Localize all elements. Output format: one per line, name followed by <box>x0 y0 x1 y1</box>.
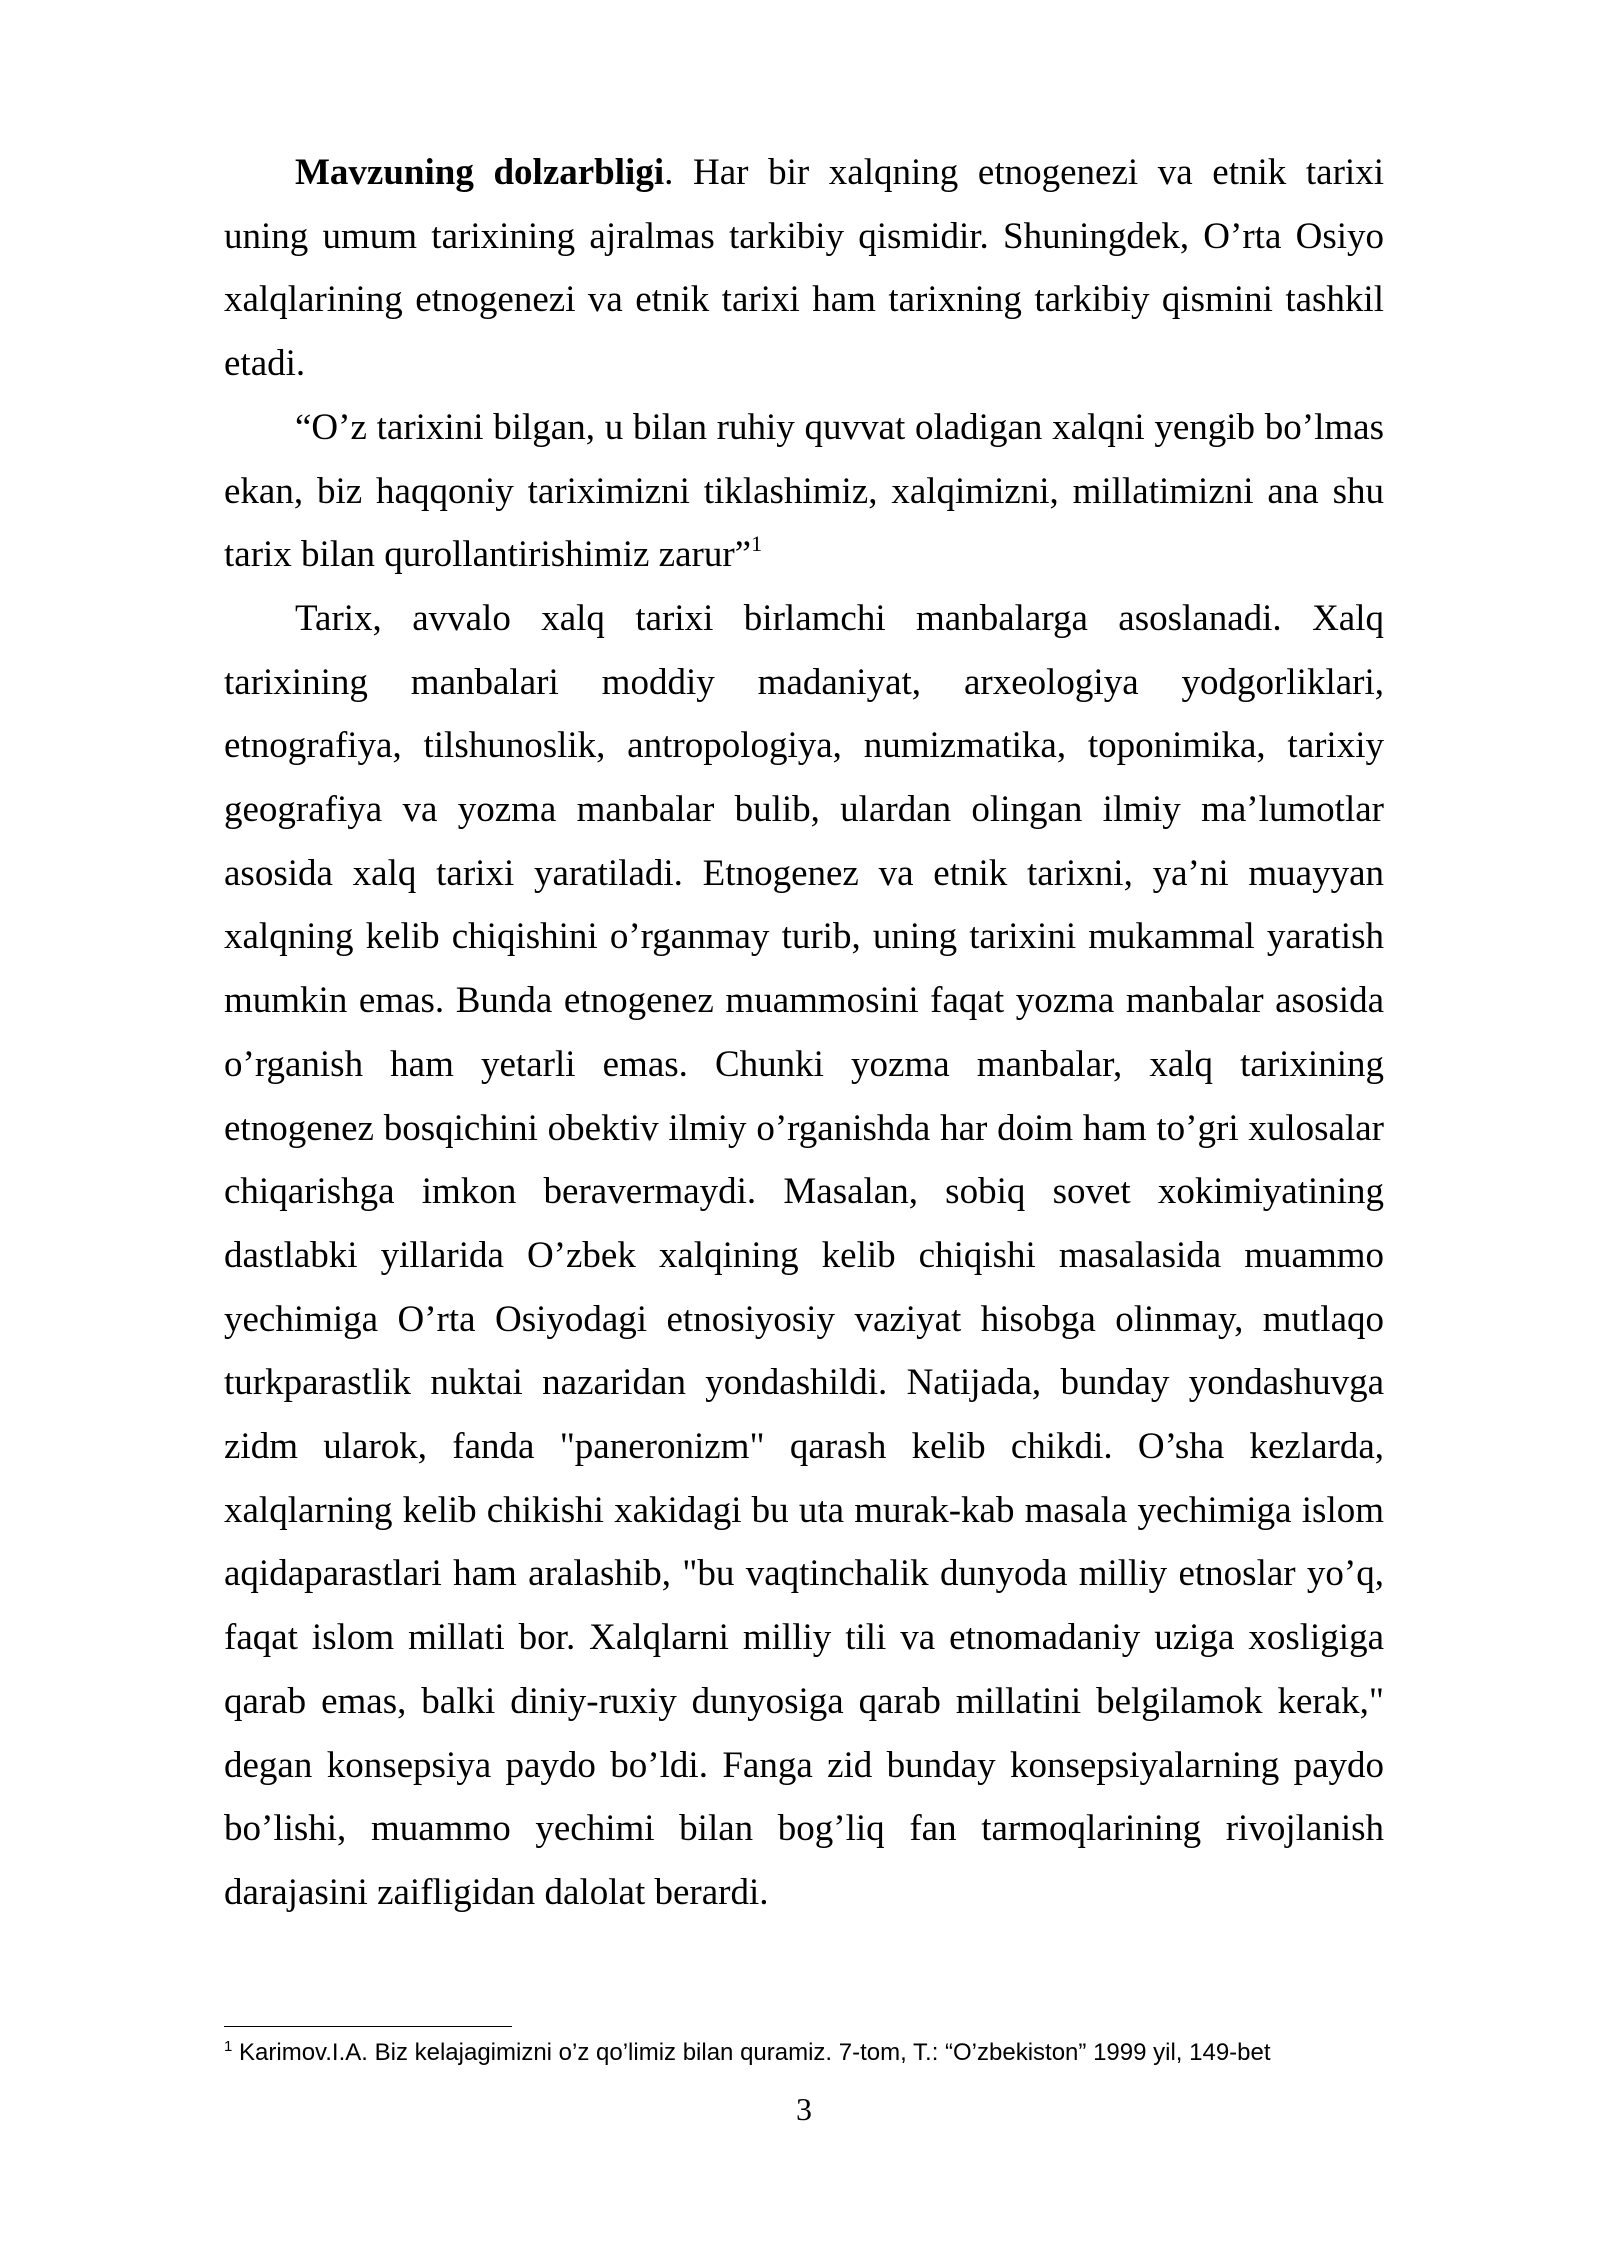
text-line: uning umum tarixining ajralmas tarkibiy qismidir. Shuningdek, O’rta Osiyo <box>224 215 1384 257</box>
footnote-reference: 1 <box>751 531 763 557</box>
footnote-text: Karimov.I.A. Biz kelajagimizni o’z qo’limiz bilan quramiz. 7-tom, T.: “O’zbekiston” 1999 yil, 149-bet <box>239 2039 1271 2066</box>
text-line: etnografiya, tilshunoslik, antropologiya, numizmatika, toponimika, tarixiy <box>224 725 1384 767</box>
text-line: darajasini zaifligidan dalolat berardi. <box>224 1871 769 1913</box>
text-line: bo’lishi, muammo yechimi bilan bog’liq fan tarmoqlarining rivojlanish <box>224 1808 1384 1850</box>
text-line: xalqlarning kelib chikishi xakidagi bu uta murak-kab masala yechimiga islom <box>224 1489 1384 1531</box>
text-line: etnogenez bosqichini obektiv ilmiy o’rganishda har doim ham to’gri xulosalar <box>224 1107 1384 1149</box>
text-line: xalqning kelib chiqishini o’rganmay turib, uning tarixini mukammal yaratish <box>224 916 1384 958</box>
text-line: degan konsepsiya paydo bo’ldi. Fanga zid bunday konsepsiyalarning paydo <box>224 1744 1384 1786</box>
text-line: yechimiga O’rta Osiyodagi etnosiyosiy vaziyat hisobga olinmay, mutlaqo <box>224 1298 1384 1340</box>
text-line: dastlabki yillarida O’zbek xalqining kelib chiqishi masalasida muammo <box>224 1234 1384 1276</box>
text-line: xalqlarining etnogenezi va etnik tarixi ham tarixning tarkibiy qismini tashkil <box>224 279 1384 321</box>
text-line: tarixining manbalari moddiy madaniyat, arxeologiya yodgorliklari, <box>224 661 1384 703</box>
footnote-marker: 1 <box>224 2038 233 2055</box>
footnote-separator <box>224 2026 512 2027</box>
text-line: mumkin emas. Bunda etnogenez muammosini faqat yozma manbalar asosida <box>224 980 1384 1022</box>
text-line-content: tarix bilan qurollantirishimiz zarur” <box>224 534 752 576</box>
text-line: qarab emas, balki diniy-ruxiy dunyosiga qarab millatini belgilamok kerak," <box>224 1680 1384 1722</box>
footnote <box>224 2038 1271 2068</box>
text-line: faqat islom millati bor. Xalqlarni milliy tili va etnomadaniy uziga xosligiga <box>224 1617 1384 1659</box>
paragraph <box>224 396 1384 587</box>
paragraph <box>224 141 1384 396</box>
body-text <box>224 141 1384 1925</box>
text-line-content: . Har bir xalqning etnogenezi va etnik tarixi <box>664 152 1384 193</box>
text-line: o’rganish ham yetarli emas. Chunki yozma manbalar, xalq tarixining <box>224 1043 1384 1085</box>
text-line: “O’z tarixini bilgan, u bilan ruhiy quvvat oladigan xalqni yengib bo’lmas <box>295 406 1384 448</box>
text-line: ekan, biz haqqoniy tariximizni tiklashimiz, xalqimizni, millatimizni ana shu <box>224 470 1384 512</box>
text-line: turkparastlik nuktai nazaridan yondashildi. Natijada, bunday yondashuvga <box>224 1362 1384 1404</box>
text-line: geografiya va yozma manbalar bulib, ulardan olingan ilmiy ma’lumotlar <box>224 789 1384 831</box>
text-line: zidm ularok, fanda "paneronizm" qarash kelib chikdi. O’sha kezlarda, <box>224 1426 1384 1468</box>
text-line <box>224 523 1384 587</box>
paragraph <box>224 587 1384 1925</box>
text-line: asosida xalq tarixi yaratiladi. Etnogenez va etnik tarixni, ya’ni muayyan <box>224 852 1384 894</box>
text-line: etadi. <box>224 343 306 385</box>
run-in-heading: Mavzuning dolzarbligi <box>295 152 665 193</box>
text-line: chiqarishga imkon beravermaydi. Masalan, sobiq sovet xokimiyatining <box>224 1171 1384 1213</box>
text-line: Tarix, avvalo xalq tarixi birlamchi manbalarga asoslanadi. Xalq <box>295 597 1384 639</box>
page-number: 3 <box>796 2091 812 2127</box>
text-line <box>224 141 1384 205</box>
text-line: aqidaparastlari ham aralashib, "bu vaqtinchalik dunyoda milliy etnoslar yo’q, <box>224 1553 1384 1595</box>
